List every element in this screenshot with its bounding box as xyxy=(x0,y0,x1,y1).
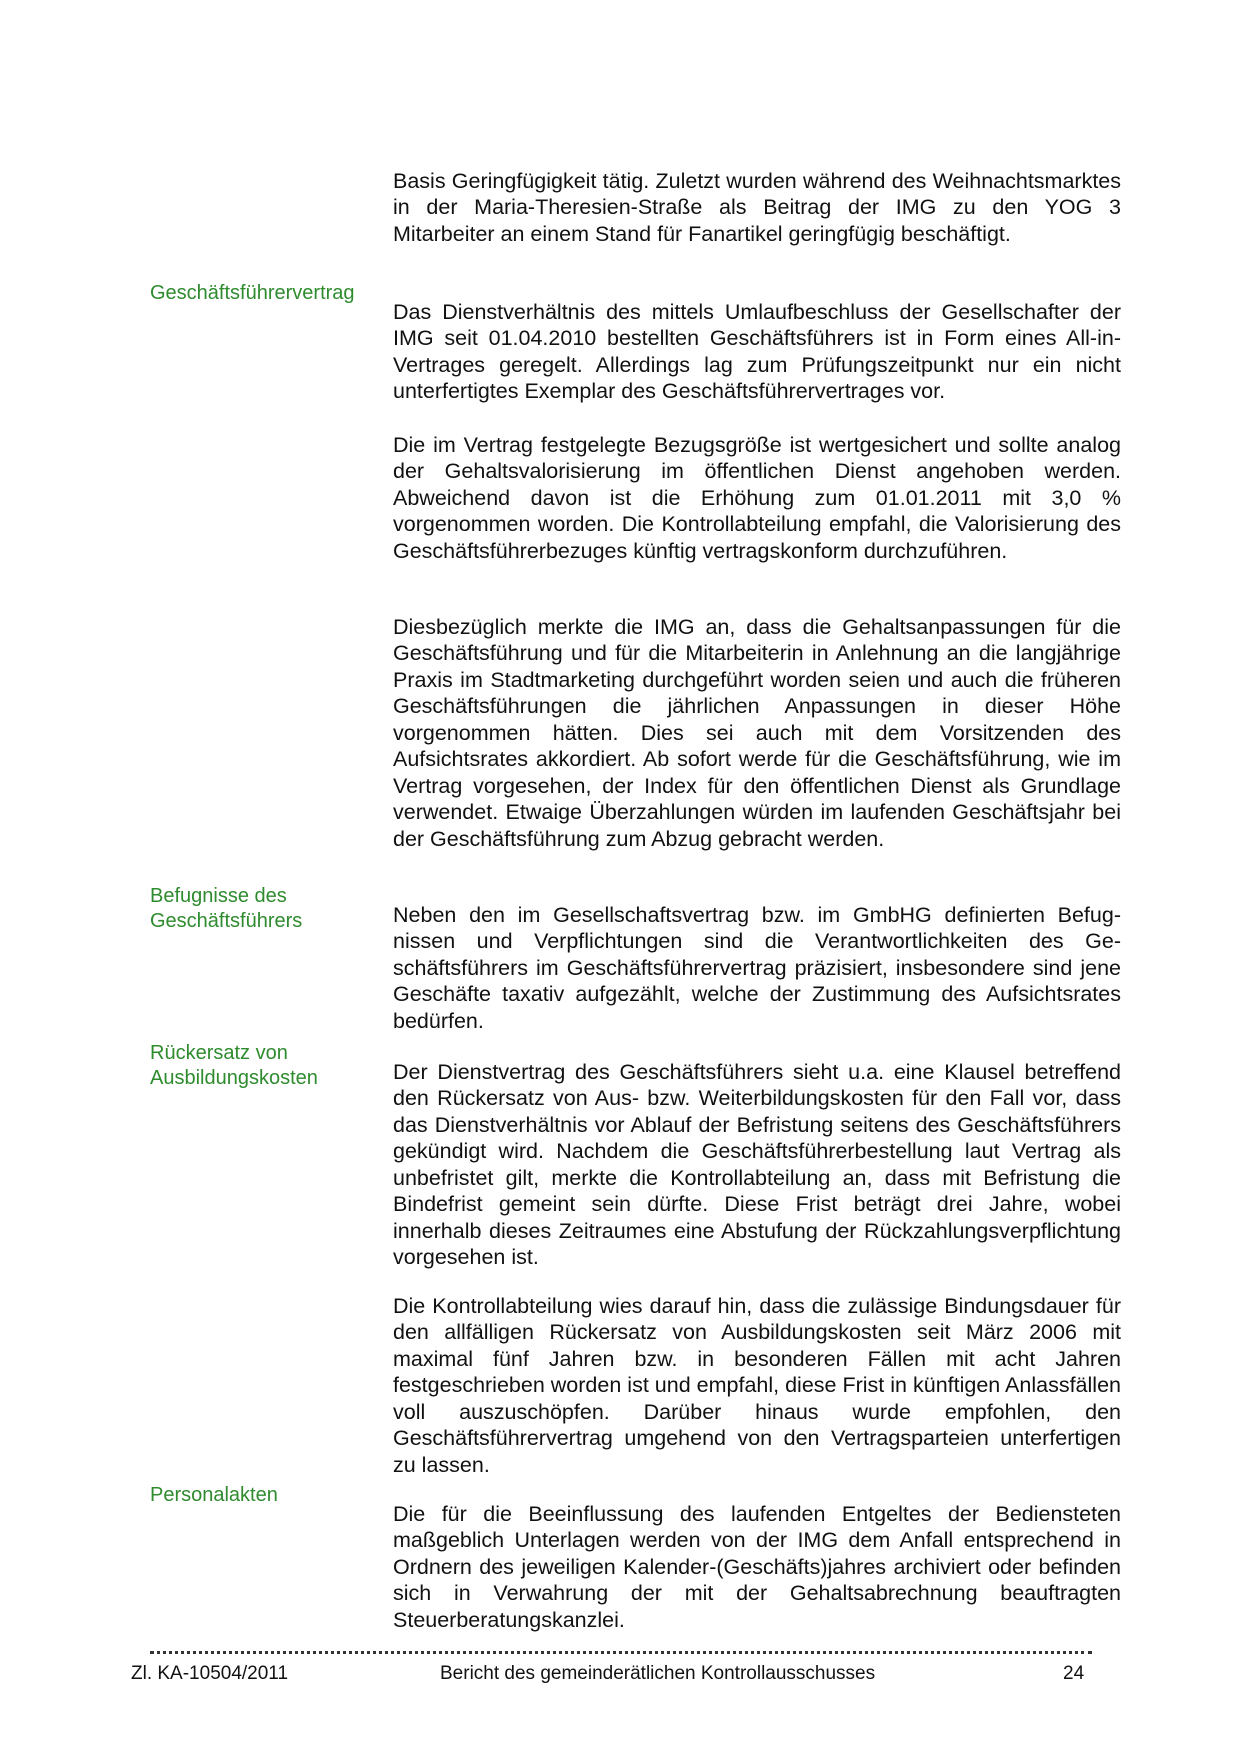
footer-reference: Zl. KA-10504/2011 xyxy=(131,1663,289,1684)
margin-note-line: Ausbildungskosten xyxy=(150,1067,318,1089)
paragraph-bindungsdauer: Die Kontrollabteilung wies darauf hin, dass die zulässige Bindungsdauer für den allfälligen Rückersatz von Ausbildungskosten seit März 2006 mit maximal fünf Jahren bzw. in besonderen Fällen mit acht Jahren festgeschrieben worden ist und empfahl, diese Frist in künftigen Anlassfällen voll auszuschöpfen. Darüber hinaus wurde empfohlen, den Geschäftsführervertrag umgehend von den Vertragsparteien unterfertigen zu lassen. xyxy=(393,1293,1121,1477)
paragraph-personalakten: Die für die Beeinflussung des laufenden Entgeltes der Bediensteten maßgeblich Unterlagen werden von der IMG dem Anfall entsprechend in Ordnern des jeweiligen Kalender-(Geschäfts)jahres archiviert oder befinden sich in Verwahrung der mit der Gehaltsabrechnung beauftragten Steuerberatungskanzlei. xyxy=(393,1501,1121,1632)
paragraph-dienstverhaeltnis: Das Dienstverhältnis des mittels Umlaufbeschluss der Gesellschafter der IMG seit 01.04.2010 bestellten Geschäftsführers ist in Form eines All-in-Vertrages geregelt. Allerdings lag zum Prüfungszeitpunkt nur ein nicht unterfertigtes Exemplar des Geschäftsführervertrages vor. xyxy=(393,299,1121,403)
paragraph-img-stellungnahme: Diesbezüglich merkte die IMG an, dass die Gehaltsanpassungen für die Geschäftsführung und für die Mitarbeiterin in Anlehnung an die langjährige Praxis im Stadtmarketing durchgeführt worden seien und auch die früheren Geschäftsführungen die jährlichen Anpassungen in dieser Höhe vorgenommen hätten. Dies sei auch mit dem Vorsitzenden des Aufsichtsrates akkordiert. Ab sofort werde für die Geschäftsführung, wie im Vertrag vorgesehen, der Index für den öffentlichen Dienst als Grundlage verwendet. Etwaige Überzahlungen würden im laufenden Geschäftsjahr bei der Geschäftsführung zum Abzug gebracht werden. xyxy=(393,614,1121,851)
margin-note-geschaeftsfuehrervertrag xyxy=(150,281,380,306)
margin-note-line: Geschäftsführers xyxy=(150,910,303,932)
footer-title: Bericht des gemeinderätlichen Kontrollausschusses xyxy=(440,1663,876,1684)
footer-dotted-rule xyxy=(150,1651,1092,1654)
paragraph-dienstvertrag-klausel: Der Dienstvertrag des Geschäftsführers sieht u.a. eine Klausel betreffend den Rückersatz von Aus- bzw. Weiterbildungskosten für den Fall vor, dass das Dienstverhältnis vor Ablauf der Befristung seitens des Geschäftsführers gekündigt wird. Nachdem die Geschäftsführerbestellung laut Vertrag als unbefristet gilt, merkte die Kontrollabteilung an, dass mit Befristung die Bindefrist gemeint sein dürfte. Diese Frist beträgt drei Jahre, wobei innerhalb dieses Zeitraumes eine Abstufung der Rückzahlungsverpflichtung vorgesehen ist. xyxy=(393,1059,1121,1269)
margin-note-rueckersatz xyxy=(150,1041,380,1091)
margin-note-line: Rückersatz von xyxy=(150,1042,288,1064)
margin-note-text: Geschäftsführervertrag xyxy=(150,282,355,304)
margin-note-text: Personalakten xyxy=(150,1484,278,1506)
paragraph-befugnisse: Neben den im Gesellschaftsvertrag bzw. im GmbHG definierten Befugnissen und Verpflichtungen sind die Verantwortlichkeiten des Geschäftsführers im Geschäftsführervertrag präzisiert, insbesondere sind jene Geschäfte taxativ aufgezählt, welche der Zustimmung des Aufsichtsrates bedürfen. xyxy=(393,902,1121,1033)
margin-note-line: Befugnisse des xyxy=(150,885,287,907)
paragraph-bezugsgroesse: Die im Vertrag festgelegte Bezugsgröße ist wertgesichert und sollte analog der Gehaltsvalorisierung im öffentlichen Dienst angehoben werden. Abweichend davon ist die Erhöhung zum 01.01.2011 mit 3,0 % vorgenommen worden. Die Kontrollabteilung empfahl, die Valorisierung des Geschäftsführerbezuges künftig vertragskonform durchzuführen. xyxy=(393,432,1121,563)
margin-note-befugnisse xyxy=(150,884,380,934)
margin-note-personalakten xyxy=(150,1483,380,1508)
footer-page-number: 24 xyxy=(1063,1663,1085,1684)
paragraph-geringfuegigkeit: Basis Geringfügigkeit tätig. Zuletzt wurden während des Weihnachtsmarktes in der Maria-Theresien-Straße als Beitrag der IMG zu den YOG 3 Mitarbeiter an einem Stand für Fanartikel geringfügig beschäftigt. xyxy=(393,168,1121,246)
